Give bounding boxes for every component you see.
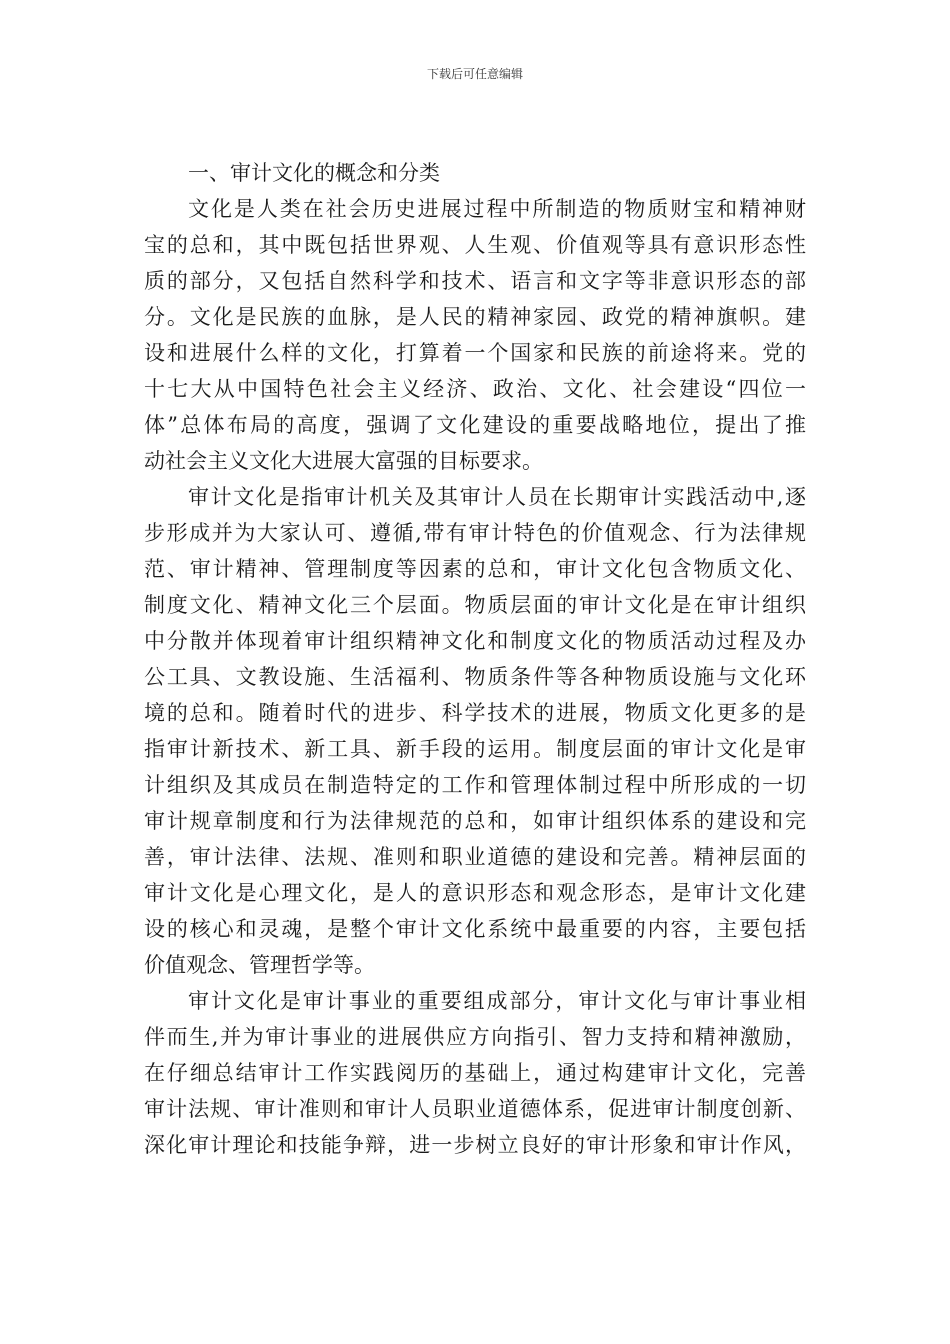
paragraph-line: 制度文化、精神文化三个层面。物质层面的审计文化是在审计组织 xyxy=(144,593,806,617)
paragraph-line: 审计文化是心理文化，是人的意识形态和观念形态，是审计文化建 xyxy=(144,881,806,905)
paragraph-line: 文化是人类在社会历史进展过程中所制造的物质财宝和精神财 xyxy=(188,197,806,221)
paragraph-line: 在仔细总结审计工作实践阅历的基础上，通过构建审计文化，完善 xyxy=(144,1061,806,1085)
paragraph-line: 审计文化是指审计机关及其审计人员在长期审计实践活动中,逐 xyxy=(188,485,806,509)
paragraph-line: 宝的总和，其中既包括世界观、人生观、价值观等具有意识形态性 xyxy=(144,233,806,257)
paragraph-1 xyxy=(144,191,806,479)
paragraph-3 xyxy=(144,983,806,1163)
paragraph-line: 步形成并为大家认可、遵循,带有审计特色的价值观念、行为法律规 xyxy=(144,521,806,545)
paragraph-line: 深化审计理论和技能争辩，进一步树立良好的审计形象和审计作风， xyxy=(144,1133,806,1157)
paragraph-line: 质的部分，又包括自然科学和技术、语言和文字等非意识形态的部 xyxy=(144,269,806,293)
paragraph-line: 动社会主义文化大进展大富强的目标要求。 xyxy=(144,449,543,473)
document-body xyxy=(144,155,806,1163)
paragraph-line: 设的核心和灵魂，是整个审计文化系统中最重要的内容，主要包括 xyxy=(144,917,806,941)
page-header-note: 下载后可任意编辑 xyxy=(426,67,523,81)
paragraph-line: 设和进展什么样的文化，打算着一个国家和民族的前途将来。党的 xyxy=(144,341,806,365)
paragraph-line: 公工具、文教设施、生活福利、物质条件等各种物质设施与文化环 xyxy=(144,665,806,689)
paragraph-line: 审计文化是审计事业的重要组成部分，审计文化与审计事业相 xyxy=(188,989,806,1013)
section-heading: 一、审计文化的概念和分类 xyxy=(188,161,440,185)
paragraph-line: 伴而生,并为审计事业的进展供应方向指引、智力支持和精神激励， xyxy=(144,1025,806,1049)
paragraph-line: 指审计新技术、新工具、新手段的运用。制度层面的审计文化是审 xyxy=(144,737,806,761)
paragraph-line: 计组织及其成员在制造特定的工作和管理体制过程中所形成的一切 xyxy=(144,773,806,797)
paragraph-line: 审计规章制度和行为法律规范的总和，如审计组织体系的建设和完 xyxy=(144,809,806,833)
paragraph-line: 体”总体布局的高度，强调了文化建设的重要战略地位，提出了推 xyxy=(144,413,806,437)
paragraph-line: 价值观念、管理哲学等。 xyxy=(144,953,375,977)
paragraph-line: 善，审计法律、法规、准则和职业道德的建设和完善。精神层面的 xyxy=(144,845,806,869)
paragraph-line: 审计法规、审计准则和审计人员职业道德体系，促进审计制度创新、 xyxy=(144,1097,806,1121)
paragraph-line: 中分散并体现着审计组织精神文化和制度文化的物质活动过程及办 xyxy=(144,629,806,653)
paragraph-2 xyxy=(144,479,806,983)
paragraph-line: 范、审计精神、管理制度等因素的总和，审计文化包含物质文化、 xyxy=(144,557,806,581)
paragraph-line: 分。文化是民族的血脉，是人民的精神家园、政党的精神旗帜。建 xyxy=(144,305,806,329)
paragraph-line: 境的总和。随着时代的进步、科学技术的进展，物质文化更多的是 xyxy=(144,701,806,725)
paragraph-line: 十七大从中国特色社会主义经济、政治、文化、社会建设“四位一 xyxy=(144,377,806,401)
